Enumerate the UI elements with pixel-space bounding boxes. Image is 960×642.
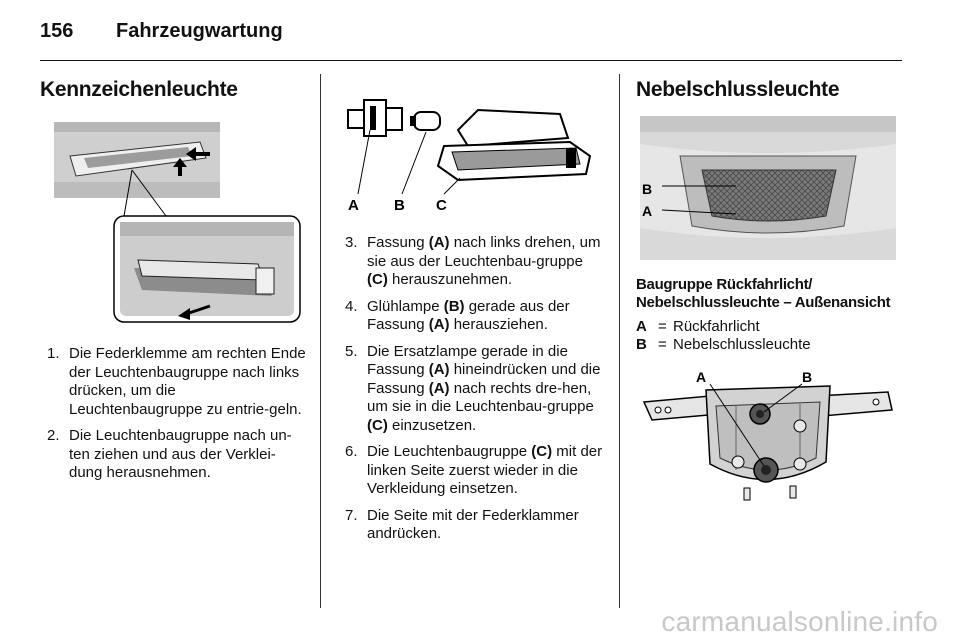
reference-letter: (B) [443,297,465,315]
reference-letter: (C) [367,416,388,434]
figure-label-b: B [642,181,653,197]
rear-lamp-assembly-figure [640,366,896,506]
step-number: 1. [47,345,60,362]
reference-letter: (C) [531,443,553,460]
list-item [345,343,607,436]
chapter-title: Fahrzeugwartung [116,20,283,42]
legend-key: B [636,336,647,353]
section-title-license-light: Kennzeichenleuchte [40,78,238,101]
reference-letter: (A) [428,316,450,333]
column-divider-right [619,74,620,608]
step-number: 5. [345,342,358,360]
reference-letter: (A) [428,234,450,251]
step-text: hineindrücken und die Fassung [367,361,601,397]
step-text: Die Seite mit der Federklammer andrücken. [367,506,579,542]
bulb-socket-figure [340,90,595,218]
step-text: gerade aus der Fassung [367,297,570,333]
steps-list-left [47,345,309,491]
reference-letter: (A) [428,361,450,378]
reference-letter: (A) [428,379,450,397]
step-text: mit der linken Seite zuerst wieder in die Verkleidung einsetzen. [367,443,603,497]
header-rule [40,60,902,61]
list-item [345,234,607,290]
watermark: carmanualsonline.info [661,606,938,637]
figure-label-a: A [696,369,707,385]
figure-label-b: B [394,197,405,214]
rear-fog-light-photo [640,116,896,260]
list-item [345,443,607,499]
legend-row [636,336,811,354]
reference-letter: (C) [367,271,388,288]
column-divider-left [320,74,321,608]
legend-value: Rückfahrlicht [673,318,760,335]
figure-label-a: A [348,197,359,214]
step-text: Die Federklemme am rechten Ende der Leuchtenbaugruppe nach links drücken, um die Leuchtenbaugruppe zu entrie-geln. [69,345,306,418]
legend-equals: = [658,318,667,335]
step-number: 2. [47,427,60,444]
steps-list-middle [345,234,607,552]
list-item [47,427,309,483]
legend-row [636,318,811,336]
step-text: nach links drehen, um sie aus der Leuchtenbau-gruppe [367,234,601,270]
legend-key: A [636,318,647,335]
step-text: Fassung [367,234,429,251]
legend [636,318,811,354]
list-item [345,298,607,335]
legend-equals: = [658,336,667,353]
step-number: 6. [345,443,358,460]
list-item [47,345,309,419]
step-text: Glühlampe [367,297,444,315]
legend-value: Nebelschlussleuchte [673,336,811,353]
step-text: herauszunehmen. [387,271,513,288]
step-text: herausziehen. [449,316,548,333]
figure-label-c: C [436,197,447,214]
step-text: Die Ersatzlampe gerade in die Fassung [367,342,568,378]
step-text: Die Leuchtenbaugruppe [367,443,532,460]
step-number: 7. [345,506,358,524]
figure-label-a: A [642,203,653,219]
step-number: 4. [345,297,358,315]
section-title-fog-light: Nebelschlussleuchte [636,78,840,101]
figure-label-b: B [802,369,813,385]
step-text: nach rechts dre-hen, um sie in die Leuchtenbau-gruppe [367,379,594,415]
page-number: 156 [40,20,74,42]
figure-caption: Baugruppe Rückfahrlicht/ Nebelschlussleuchte – Außenansicht [636,276,891,311]
step-number: 3. [345,234,358,251]
step-text: Die Leuchtenbaugruppe nach un-ten ziehen und aus der Verklei-dung herausnehmen. [69,427,292,481]
step-text: einzusetzen. [387,416,477,434]
license-plate-light-figure [50,120,302,326]
list-item [345,507,607,544]
